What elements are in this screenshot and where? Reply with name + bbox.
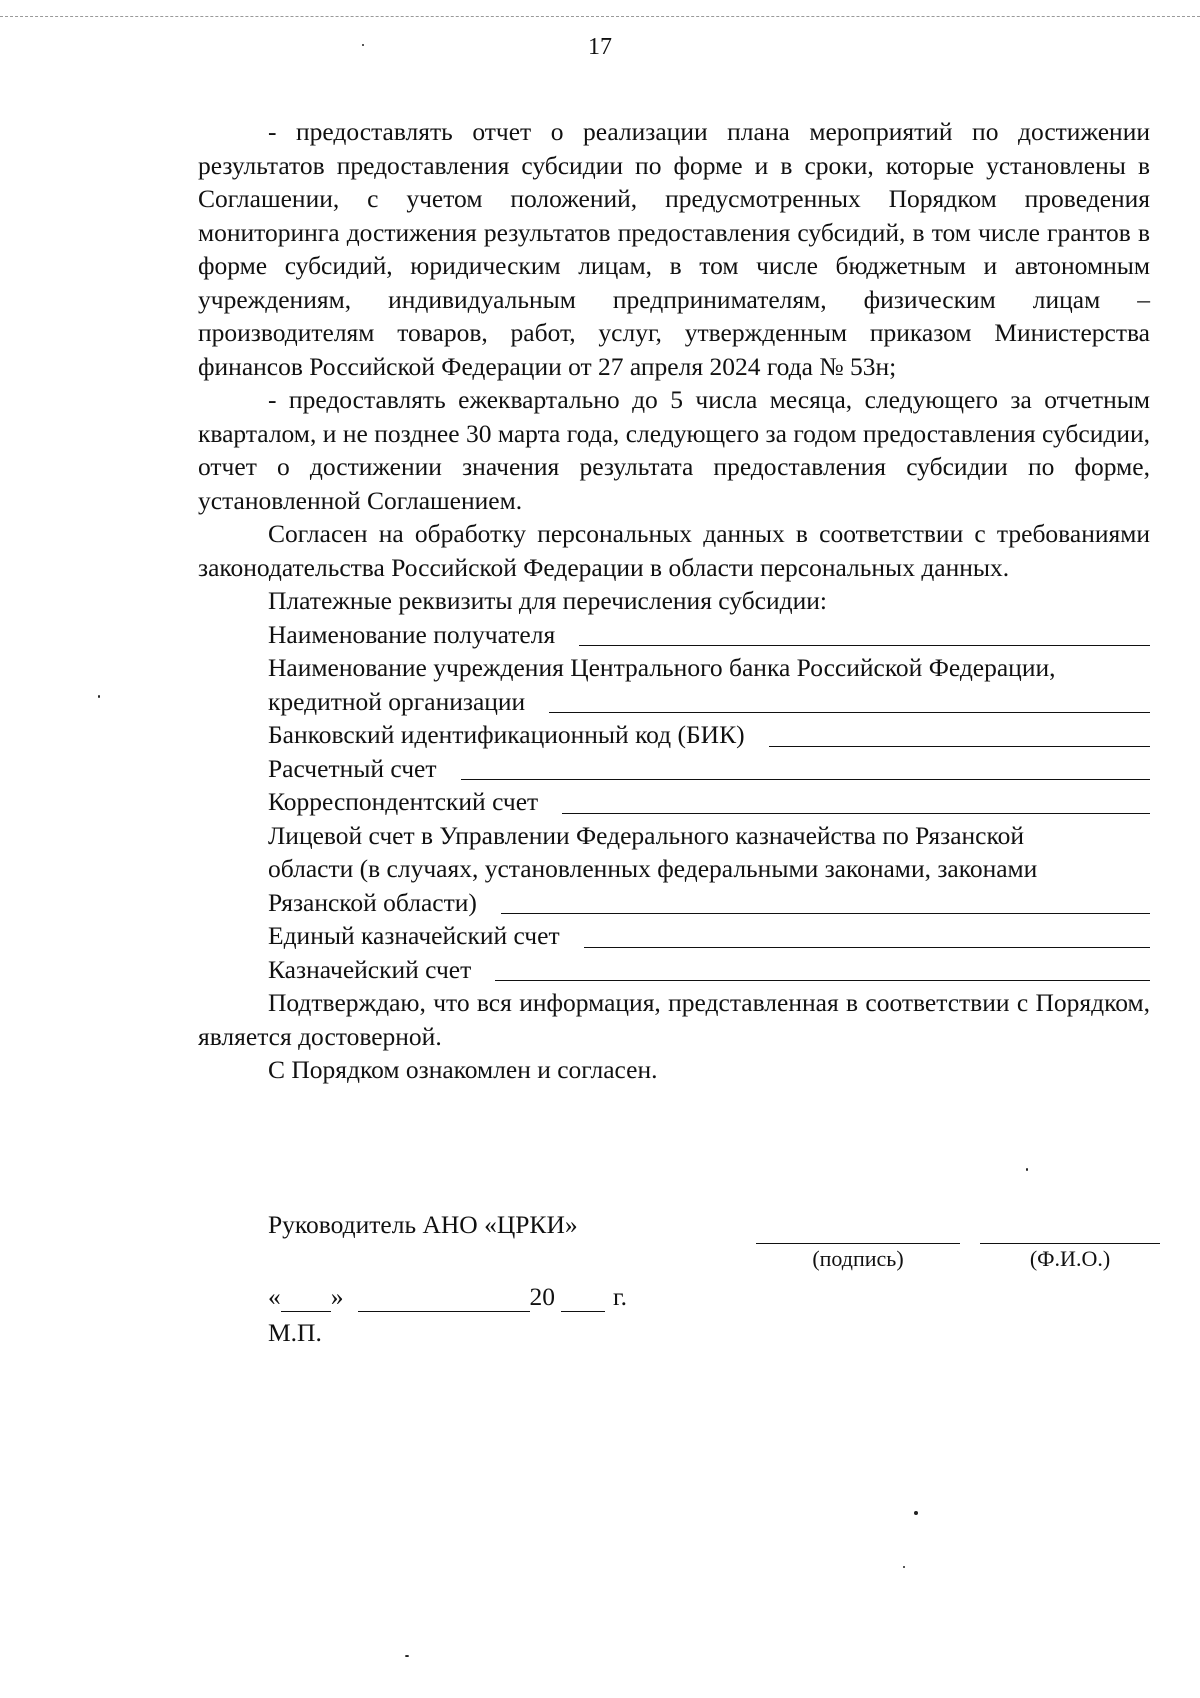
paragraph-personal-data-consent: Согласен на обработку персональных данных в соответствии с требованиями законодательства Российской Федерации в области персональных данных.	[198, 519, 1150, 582]
scan-speck	[362, 44, 364, 46]
scan-top-edge	[0, 16, 1200, 17]
field-settlement-account	[198, 752, 1150, 786]
field-personal-account	[198, 819, 1150, 920]
paragraph-quarterly-report: - предоставлять ежеквартально до 5 числа месяца, следующего за отчетным кварталом, и не позднее 30 марта года, следующего за годом предоставления субсидии, отчет о достижении значения результата предоставления субсидии по форме, установленной Соглашением.	[198, 385, 1150, 515]
stamp-place: М.П.	[268, 1318, 322, 1347]
field-label: Казначейский счет	[268, 954, 472, 984]
field-recipient-name	[198, 618, 1150, 652]
requisites-heading: Платежные реквизиты для перечисления субсидии:	[268, 586, 827, 615]
field-bik	[198, 718, 1150, 752]
field-label: области (в случаях, установленных федеральными законами, законами	[268, 854, 1038, 883]
fill-in-line	[584, 947, 1150, 948]
fill-in-line	[579, 645, 1150, 646]
year-suffix: г.	[613, 1282, 627, 1311]
full-name-caption: (Ф.И.О.)	[1029, 1246, 1111, 1271]
fill-in-line	[461, 779, 1151, 780]
field-label: кредитной организации	[268, 686, 526, 716]
field-bank-name	[198, 651, 1150, 718]
field-single-treasury-account	[198, 919, 1150, 953]
field-treasury-account	[198, 953, 1150, 987]
field-label: Рязанской области)	[268, 887, 477, 917]
field-label: Наименование получателя	[268, 619, 556, 649]
signature-caption: (подпись)	[812, 1246, 904, 1271]
signature-line	[756, 1243, 960, 1244]
date-open-quote: «	[268, 1282, 281, 1311]
fill-in-line	[495, 980, 1150, 981]
day-blank	[281, 1285, 331, 1312]
scan-speck	[1026, 1168, 1028, 1171]
body-text	[198, 115, 1150, 1087]
scan-speck	[405, 1655, 409, 1657]
scan-speck	[98, 695, 100, 698]
year-blank	[561, 1285, 605, 1312]
field-label: Банковский идентификационный код (БИК)	[268, 720, 745, 749]
field-label: Лицевой счет в Управлении Федерального казначейства по Рязанской	[268, 820, 1024, 850]
field-label: Корреспондентский счет	[268, 787, 539, 816]
year-century: 20	[529, 1282, 555, 1311]
date-close-quote: »	[330, 1282, 344, 1311]
paragraph-confirmation: Подтверждаю, что вся информация, представленная в соответствии с Порядком, является достоверной.	[198, 988, 1150, 1051]
page-number: 17	[588, 34, 612, 60]
fill-in-line	[549, 712, 1150, 713]
signer-title: Руководитель АНО «ЦРКИ»	[268, 1210, 578, 1239]
scan-speck	[903, 1566, 905, 1568]
field-label: Расчетный счет	[268, 753, 437, 783]
fill-in-line	[501, 913, 1150, 914]
paragraph-report-plan: - предоставлять отчет о реализации плана мероприятий по достижении результатов предоставления субсидии по форме и в сроки, которые установлены в Соглашении, с учетом положений, предусмотренных Порядком проведения мониторинга достижения результатов предоставления субсидий, в том числе грантов в форме субсидий, юридическим лицам, в том числе бюджетным и автономным учреждениям, индивидуальным предпринимателям, физическим лицам – производителям товаров, работ, услуг, утвержденным приказом Министерства финансов Российской Федерации от 27 апреля 2024 года № 53н;	[198, 117, 1150, 381]
month-blank	[358, 1285, 530, 1312]
field-label: Наименование учреждения Центрального банка Российской Федерации,	[268, 653, 1056, 682]
field-correspondent-account	[198, 785, 1150, 819]
full-name-line	[980, 1243, 1160, 1244]
date-line	[268, 1282, 627, 1312]
field-label: Единый казначейский счет	[268, 921, 560, 950]
fill-in-line	[769, 746, 1150, 747]
paragraph-agreement: С Порядком ознакомлен и согласен.	[268, 1055, 658, 1084]
scan-speck	[914, 1511, 918, 1515]
fill-in-line	[562, 813, 1150, 814]
